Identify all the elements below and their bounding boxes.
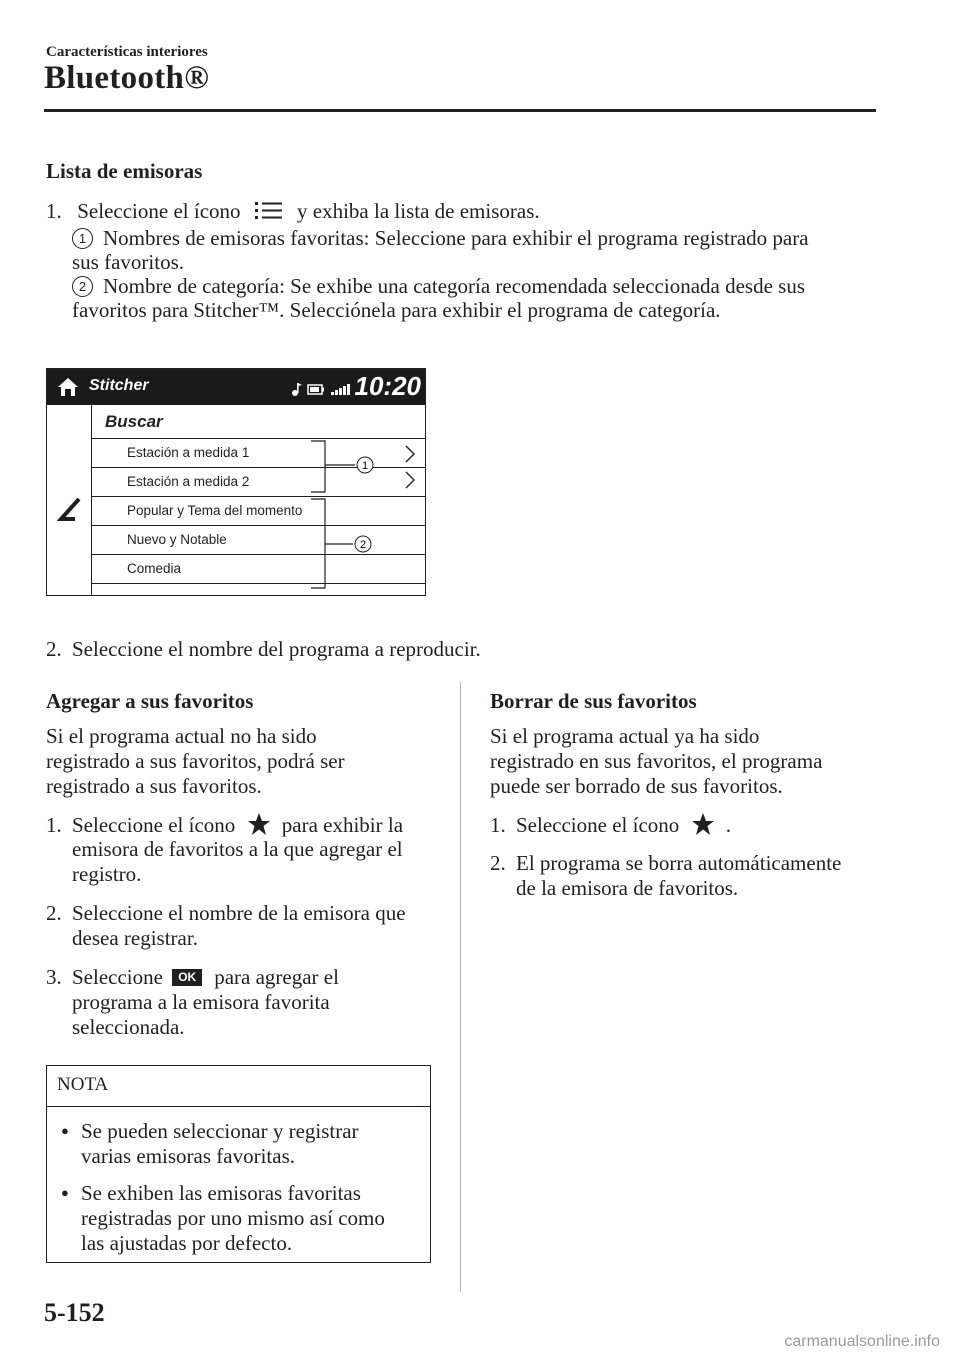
screen-clock: 10:20 [354,371,421,401]
bullet-dot: ● [61,1123,69,1138]
add-step-1 [46,812,403,838]
star-icon [247,812,271,836]
step-text: Seleccione el nombre del programa a reproducir. [72,637,481,661]
delete-favorites-intro [490,724,822,799]
step-number: 1. [46,813,62,837]
section-label: Características interiores [46,44,208,60]
bullet-text: registradas por uno mismo así como [81,1206,385,1230]
step-number: 3. [46,965,62,989]
station-list-step-2 [46,637,481,662]
intro-line: registrado en sus favoritos, el programa [490,749,823,773]
list-item-label: Nuevo y Notable [127,532,227,547]
callout-text: Nombres de emisoras favoritas: Seleccione para exhibir el programa registrado para [103,226,809,250]
step-text: Seleccione el ícono [516,813,680,837]
step-text: Seleccione [72,965,163,989]
stitcher-screen-illustration [46,368,426,596]
step-text: Seleccione el ícono [77,199,241,223]
callout-marker-label: 2 [359,539,367,551]
intro-line: registrado a sus favoritos. [46,774,262,798]
intro-line: Si el programa actual no ha sido [46,724,317,748]
station-list-heading: Lista de emisoras [46,159,203,183]
step-text: para exhibir la [281,813,404,837]
bullet-text: Se pueden seleccionar y registrar [81,1119,359,1143]
callout-number-2: 2 [72,276,93,297]
note-bullet-2 [61,1180,385,1256]
column-divider [460,682,461,1292]
list-item-label: Comedia [127,561,182,576]
list-item-label: Popular y Tema del momento [127,503,303,518]
step-text: seleccionada. [72,1015,185,1039]
step-text: Seleccione el nombre de la emisora que [72,901,406,925]
step-number: 1. [46,199,62,223]
bullet-dot: ● [61,1185,69,1200]
add-step-1-continued [72,837,403,887]
intro-line: puede ser borrado de sus favoritos. [490,774,783,798]
chevron-right-icon [406,446,414,462]
step-text: emisora de favoritos a la que agregar el [72,837,403,861]
add-step-2-continued: desea registrar. [72,926,198,950]
note-bullet-1 [61,1118,359,1169]
step-text: . [725,813,732,837]
list-item-label: Estación a medida 2 [127,474,250,489]
add-step-2 [46,901,406,926]
bullet-text: las ajustadas por defecto. [81,1231,293,1255]
step-text: registro. [72,862,142,886]
page-number: 5-152 [44,1298,105,1327]
add-favorites-intro [46,724,345,799]
ok-button-icon: OK [172,969,202,986]
intro-line: Si el programa actual ya ha sido [490,724,760,748]
callout-1-continued: sus favoritos. [72,250,184,274]
add-favorites-heading: Agregar a sus favoritos [46,689,254,713]
step-number: 1. [490,813,506,837]
bullet-text: Se exhiben las emisoras favoritas [81,1181,361,1205]
callout-number-1: 1 [72,228,93,249]
step-number: 2. [46,901,62,925]
note-box [46,1065,431,1263]
station-list-step-1 [46,199,540,224]
page-title: Bluetooth® [44,60,210,96]
note-heading: NOTA [57,1074,109,1095]
delete-step-1 [490,812,731,838]
star-icon [691,812,715,836]
intro-line: registrado a sus favoritos, podrá ser [46,749,345,773]
callout-text: Nombre de categoría: Se exhibe una categoría recomendada seleccionada desde sus [103,274,806,298]
step-text: para agregar el [214,965,339,989]
step-number: 2. [490,851,506,875]
step-text: Seleccione el ícono [72,813,236,837]
delete-favorites-heading: Borrar de sus favoritos [490,689,697,713]
callout-2-description [72,274,805,299]
delete-step-2 [490,851,841,876]
chevron-right-icon [406,472,414,488]
screen-title: Stitcher [89,377,149,394]
bullet-text: varias emisoras favoritas. [81,1144,296,1168]
title-rule [44,109,876,112]
callout-1-description [72,226,809,251]
list-item-label: Estación a medida 1 [127,445,250,460]
callout-brackets [47,369,425,595]
delete-step-2-continued: de la emisora de favoritos. [516,876,739,900]
callout-2-continued: favoritos para Stitcher™. Selecciónela para exhibir el programa de categoría. [72,298,721,322]
add-step-3 [46,965,339,990]
step-text: El programa se borra automáticamente [516,851,842,875]
note-divider [47,1106,430,1107]
add-step-3-continued [72,990,330,1040]
list-icon [254,200,284,222]
watermark: carmanualsonline.info [784,1333,940,1350]
step-text: programa a la emisora favorita [72,990,330,1014]
search-item[interactable]: Buscar [105,412,163,431]
step-number: 2. [46,637,62,661]
callout-marker-label: 1 [361,460,369,472]
step-text: y exhiba la lista de emisoras. [297,199,540,223]
